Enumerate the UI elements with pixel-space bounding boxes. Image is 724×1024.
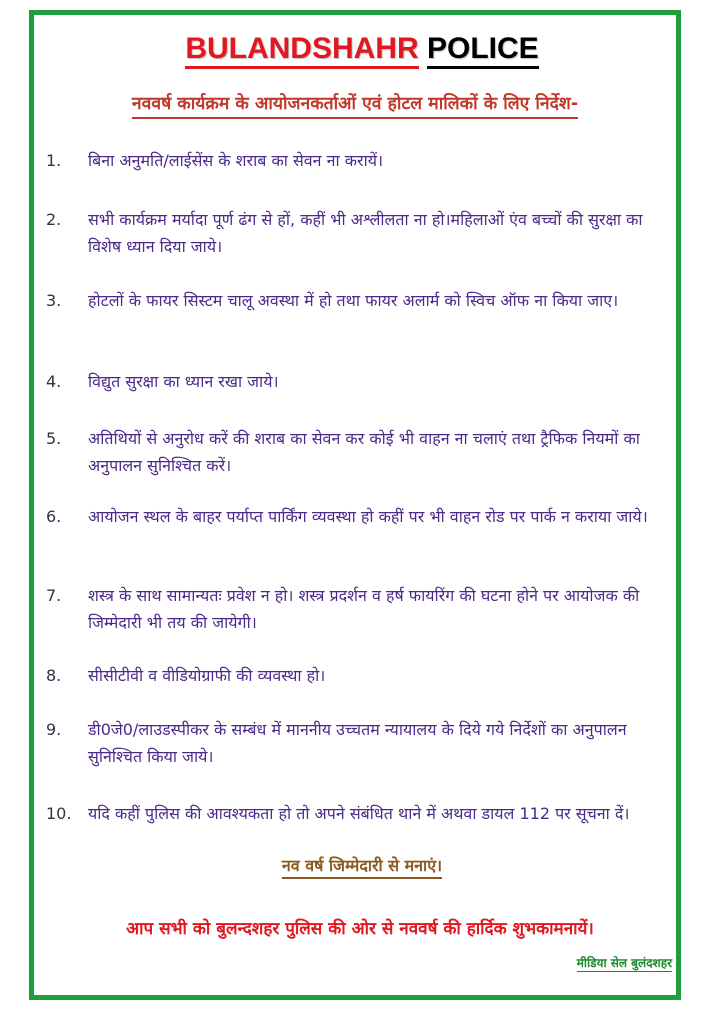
slogan-text: नव वर्ष जिम्मेदारी से मनाएं। bbox=[282, 856, 442, 879]
instruction-number: 9. bbox=[46, 720, 62, 739]
instruction-number: 5. bbox=[46, 429, 62, 448]
page-title bbox=[0, 32, 724, 66]
slogan bbox=[0, 854, 724, 876]
signature bbox=[577, 954, 672, 971]
instruction-text: डी0जे0/लाउडस्पीकर के सम्बंध में माननीय उच्चतम न्यायालय के दिये गये निर्देशों का अनुपालन सुनिश्चित किया जाये। bbox=[88, 720, 627, 766]
instruction-number: 6. bbox=[46, 507, 62, 526]
instruction-number: 10. bbox=[46, 804, 72, 823]
signature-text: मीडिया सेल बुलंदशहर bbox=[576, 956, 672, 970]
title-police: POLICE bbox=[427, 32, 539, 69]
instruction-text: शस्त्र के साथ सामान्यतः प्रवेश न हो। शस्त्र प्रदर्शन व हर्ष फायरिंग की घटना होने पर आयोजक की जिम्मेदारी भी तय की जायेगी। bbox=[88, 586, 640, 632]
instruction-number: 8. bbox=[46, 666, 62, 685]
instruction-number: 3. bbox=[46, 291, 62, 310]
instruction-text: विद्युत सुरक्षा का ध्यान रखा जाये। bbox=[88, 372, 279, 391]
instruction-text: बिना अनुमति/लाईसेंस के शराब का सेवन ना करायें। bbox=[88, 151, 384, 170]
instruction-text: यदि कहीं पुलिस की आवश्यकता हो तो अपने संबंधित थाने में अथवा डायल 112 पर सूचना दें। bbox=[88, 804, 630, 823]
instruction-text: होटलों के फायर सिस्टम चालू अवस्था में हो तथा फायर अलार्म को स्विच ऑफ ना किया जाए। bbox=[88, 291, 619, 310]
subheading bbox=[50, 91, 660, 115]
title-bulandshahr: BULANDSHAHR bbox=[185, 32, 418, 69]
instruction-number: 1. bbox=[46, 151, 62, 170]
instruction-number: 7. bbox=[46, 586, 62, 605]
instruction-text: आयोजन स्थल के बाहर पर्याप्त पार्किंग व्यवस्था हो कहीं पर भी वाहन रोड पर पार्क न कराया जाये। bbox=[88, 507, 648, 526]
instruction-text: सभी कार्यक्रम मर्यादा पूर्ण ढंग से हों, कहीं भी अश्लीलता ना हो।महिलाओं एंव बच्चों की सुरक्षा का विशेष ध्यान दिया जाये। bbox=[88, 210, 643, 256]
instruction-number: 2. bbox=[46, 210, 62, 229]
instruction-number: 4. bbox=[46, 372, 62, 391]
instruction-text: अतिथियों से अनुरोध करें की शराब का सेवन कर कोई भी वाहन ना चलाएं तथा ट्रैफिक नियमों का अनुपालन सुनिश्चित करें। bbox=[88, 429, 640, 475]
greeting-text: आप सभी को बुलन्दशहर पुलिस की ओर से नववर्ष की हार्दिक शुभकामनायें। bbox=[126, 919, 594, 939]
subheading-text: नववर्ष कार्यक्रम के आयोजनकर्ताओं एवं होटल मालिकों के लिए निर्देश- bbox=[132, 94, 578, 119]
instruction-text: सीसीटीवी व वीडियोग्राफी की व्यवस्था हो। bbox=[88, 666, 326, 685]
